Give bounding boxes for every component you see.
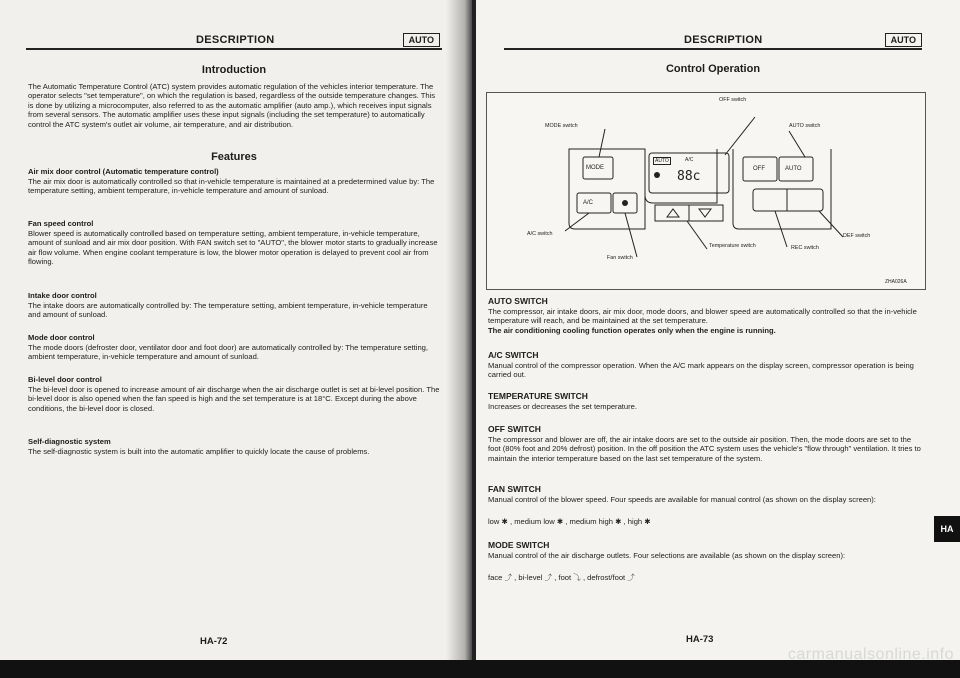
section-note: The air conditioning cooling function operates only when the engine is running. [488,326,776,335]
feature-heading: Intake door control [28,291,97,300]
off-button-label: OFF [753,166,765,172]
temperature-switch-label: Temperature switch [709,243,756,249]
section-text: Manual control of the blower speed. Four speeds are available for manual control (as shown on the display screen): [488,495,876,504]
mode-button-label: MODE [586,165,604,171]
section-text: Increases or decreases the set temperature. [488,402,637,411]
fan-switch-label: Fan switch [607,255,633,261]
watermark: carmanualsonline.info [787,646,954,663]
display-auto-indicator: AUTO [655,158,669,164]
intro-title: Introduction [201,64,267,76]
page-ha-73 [476,0,960,678]
feature-heading: Mode door control [28,333,95,342]
def-switch-label: DEF switch [843,233,871,239]
feature-text: The air mix door is automatically controlled so that in-vehicle temperature is maintained at a predetermined value by: The temperature setting, ambient temperature, in-vehicle temperature and amount of sunload. [28,177,435,196]
header-title: DESCRIPTION [196,34,275,46]
control-panel-diagram [486,92,926,290]
feature-text: The intake doors are automatically controlled by: The temperature setting, ambient temperature, in-vehicle temperature and amount of sunload. [28,301,428,320]
section-heading: TEMPERATURE SWITCH [488,391,588,401]
page-header [26,34,442,50]
section-heading: FAN SWITCH [488,484,541,494]
ac-switch-label: A/C switch [527,231,553,237]
page-number: HA-73 [686,634,714,645]
display-ac-indicator: A/C [685,157,694,163]
auto-button-label: AUTO [785,166,802,172]
feature-text: The bi-level door is opened to increase amount of air discharge when the air discharge outlet is set at bi-level position. The bi-level door is also opened when the fan speed is high and the set temperature is at 18°C. Except during the above conditions, the bi-level door is closed. [28,385,440,413]
page-ha-72 [0,0,472,678]
section-title: Control Operation [665,63,761,75]
section-heading: AUTO SWITCH [488,296,548,306]
page-number: HA-72 [200,636,228,647]
mode-list: face ⤴ , bi-level ⤴ , foot ⤵ , defrost/foot ⤴ [488,573,635,582]
auto-switch-label: AUTO switch [789,123,821,129]
auto-badge: AUTO [403,33,440,47]
feature-heading: Air mix door control (Automatic temperature control) [28,167,219,176]
section-text: Manual control of the compressor operation. When the A/C mark appears on the display screen, compressor operation is being carried out. [488,361,914,380]
mode-switch-label: MODE switch [545,123,578,129]
feature-heading: Fan speed control [28,219,94,228]
display-temperature: 88c [677,169,701,184]
section-heading: MODE SWITCH [488,540,550,550]
intro-text: The Automatic Temperature Control (ATC) system provides automatic regulation of the vehicles interior temperature. The operator selects "set temperature", on which the regulation is based, regardless of the outside temperature changes. This is done by utilizing a microcomputer, also referred to as the automatic amplifier (auto amp.), which receives input signals from several sensors. The automatic amplifier uses these input signals (including the set temperature) to automatically control the ATC system's outlet air volume, air temperature, and air distribution. [28,82,436,129]
section-heading: A/C SWITCH [488,350,539,360]
features-title: Features [211,151,257,163]
fan-speed-list: low ✱ , medium low ✱ , medium high ✱ , high ✱ [488,517,651,526]
off-switch-label: OFF switch [719,97,747,103]
section-text: The compressor, air intake doors, air mix door, mode doors, and blower speed are automatically controlled so that the in-vehicle temperature will reach, and be maintained at the set temperature. [488,307,917,326]
feature-text: Blower speed is automatically controlled based on temperature setting, ambient temperature, in-vehicle temperature, amount of sunload and air mix door position. With FAN switch set to "AUTO", the blower motor starts to gradually increase air flow volume. When engine coolant temperature is low, the blower motor operation is delayed to prevent cool air from flowing. [28,229,438,267]
feature-text: The self-diagnostic system is built into the automatic amplifier to quickly locate the cause of problems. [28,447,370,456]
rec-switch-label: REC switch [791,245,819,251]
section-text: The compressor and blower are off, the air intake doors are set to the outside air position. Then, the mode doors are set to the foot (80% foot and 20% defrost) position. In the off position the ATC system uses the vehicle's "flow through" ventilation. It tries to maintain the interior temperature based on the last set temperature of the system. [488,435,921,463]
book-gutter [446,0,480,678]
header-title: DESCRIPTION [684,34,763,46]
feature-heading: Self-diagnostic system [28,437,111,446]
page-header [504,34,922,50]
ac-button-label: A/C [583,200,594,206]
figure-code: ZHA026A [885,279,907,285]
section-heading: OFF SWITCH [488,424,541,434]
feature-text: The mode doors (defroster door, ventilator door and foot door) are automatically controlled by: The temperature setting, ambient temperature, in-vehicle temperature and amount of sunload. [28,343,429,362]
section-text: Manual control of the air discharge outlets. Four selections are available (as shown on the display screen): [488,551,846,560]
feature-heading: Bi-level door control [28,375,102,384]
section-tab-ha: HA [934,516,960,542]
auto-badge: AUTO [885,33,922,47]
